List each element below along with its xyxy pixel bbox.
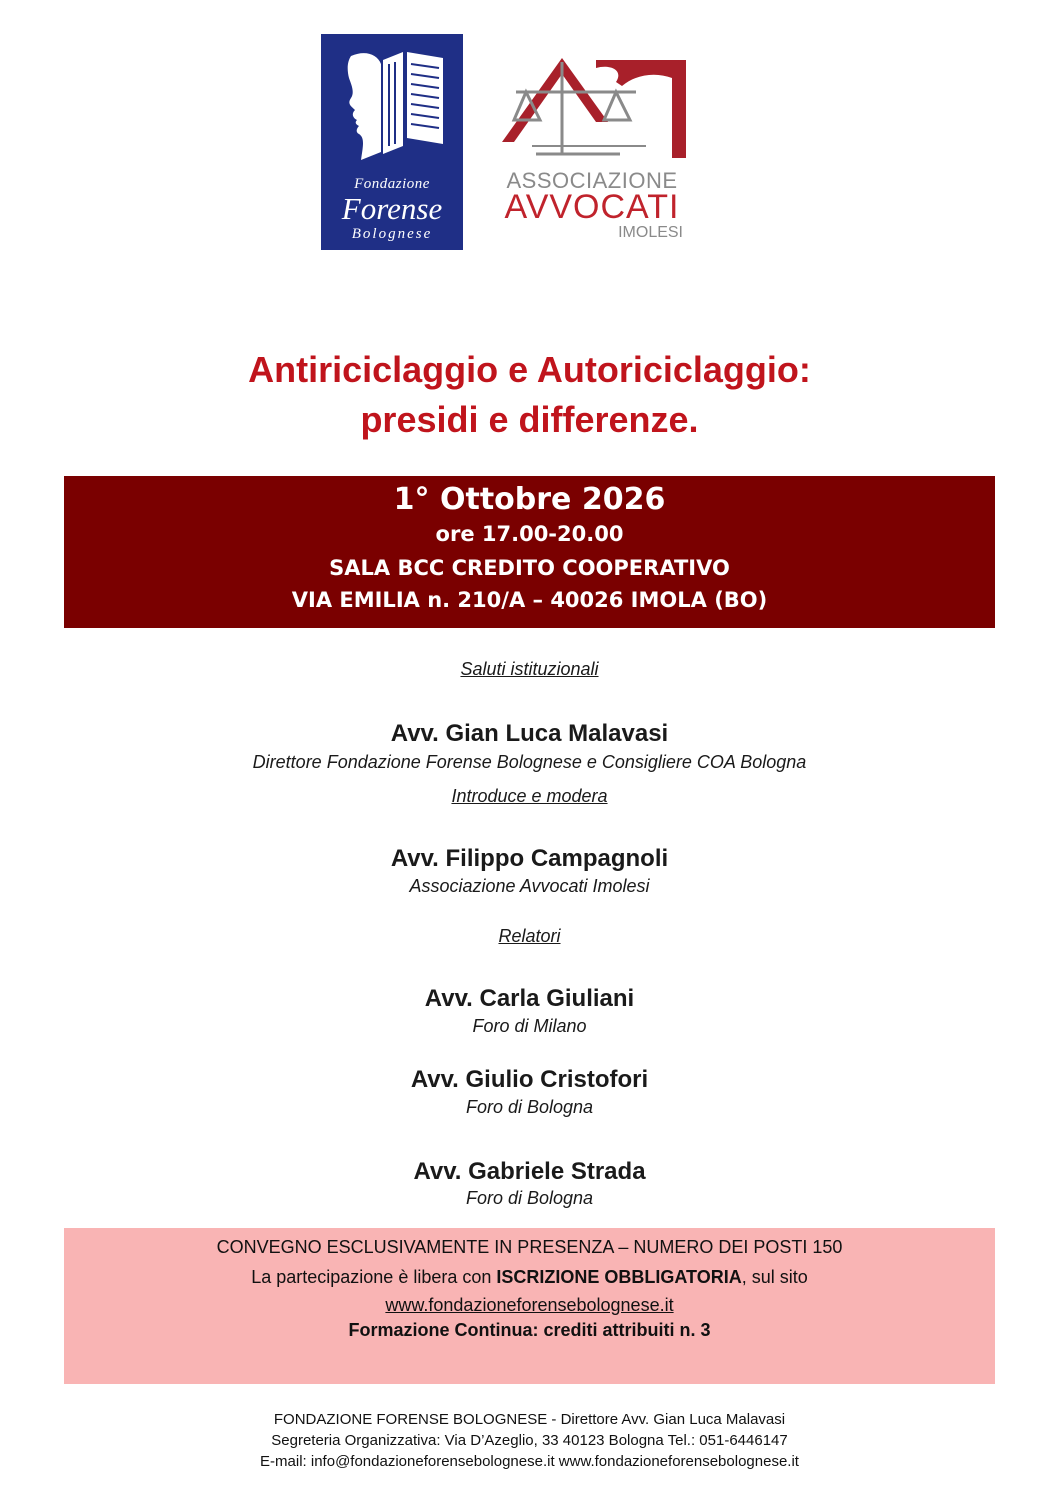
event-title-line1: Antiriciclaggio e Autoriciclaggio: — [248, 349, 811, 390]
registration-notice — [64, 1267, 995, 1288]
speaker-role: Foro di Bologna — [465, 1097, 594, 1117]
fondazione-logo-line2: Forense — [341, 191, 443, 226]
speaker-name: Avv. Gabriele Strada — [413, 1158, 646, 1185]
speaker-role: Foro di Milano — [472, 1016, 587, 1036]
event-title-line2: presidi e differenze. — [360, 399, 699, 440]
event-banner — [64, 476, 995, 628]
registration-notice-suffix: , sul sito — [741, 1267, 808, 1287]
registration-required-label: ISCRIZIONE OBBLIGATORIA — [496, 1267, 742, 1287]
registration-notice-prefix: La partecipazione è libera con — [251, 1267, 497, 1287]
associazione-logo-line2: AVVOCATI — [504, 188, 680, 226]
speaker-name: Avv. Giulio Cristofori — [410, 1066, 649, 1093]
moderator-role: Associazione Avvocati Imolesi — [409, 876, 650, 896]
website-link[interactable]: www.fondazioneforensebolognese.it — [385, 1295, 674, 1315]
fondazione-logo-line1: Fondazione — [354, 176, 430, 192]
welcome-speaker-role: Direttore Fondazione Forense Bolognese e Consigliere COA Bologna — [252, 752, 807, 772]
speaker-role: Foro di Bologna — [465, 1188, 594, 1208]
event-address: VIA EMILIA n. 210/A – 40026 IMOLA (BO) — [291, 588, 768, 612]
moderator-section-label: Introduce e modera — [451, 786, 608, 806]
welcome-speaker-name: Avv. Gian Luca Malavasi — [390, 720, 669, 747]
associazione-logo-line3: IMOLESI — [618, 224, 683, 241]
footer-address: Segreteria Organizzativa: Via D’Azeglio, 33 40123 Bologna Tel.: 051-6446147 — [271, 1432, 788, 1449]
event-time: ore 17.00-20.00 — [435, 522, 624, 546]
fondazione-forense-logo — [321, 34, 463, 250]
fondazione-logo-line3: Bolognese — [351, 226, 433, 242]
footer-contacts: E-mail: info@fondazioneforensebolognese.it www.fondazioneforensebolognese.it — [260, 1453, 799, 1470]
event-venue: SALA BCC CREDITO COOPERATIVO — [329, 556, 730, 580]
moderator-name: Avv. Filippo Campagnoli — [390, 845, 669, 872]
speakers-section-label: Relatori — [498, 926, 561, 946]
training-credits: Formazione Continua: crediti attribuiti n. 3 — [348, 1320, 711, 1340]
scales-fortress-emblem-icon — [496, 58, 688, 162]
profile-book-emblem-icon — [321, 34, 463, 174]
event-date: 1° Ottobre 2026 — [393, 482, 666, 517]
attendance-notice: CONVEGNO ESCLUSIVAMENTE IN PRESENZA – NUMERO DEI POSTI 150 — [216, 1237, 843, 1257]
registration-info-box — [64, 1228, 995, 1384]
associazione-avvocati-logo — [496, 58, 688, 246]
welcome-section-label: Saluti istituzionali — [460, 659, 599, 679]
footer-organization: FONDAZIONE FORENSE BOLOGNESE - Direttore Avv. Gian Luca Malavasi — [273, 1411, 786, 1428]
speaker-name: Avv. Carla Giuliani — [424, 985, 635, 1012]
associazione-logo-line1: ASSOCIAZIONE — [506, 168, 678, 193]
